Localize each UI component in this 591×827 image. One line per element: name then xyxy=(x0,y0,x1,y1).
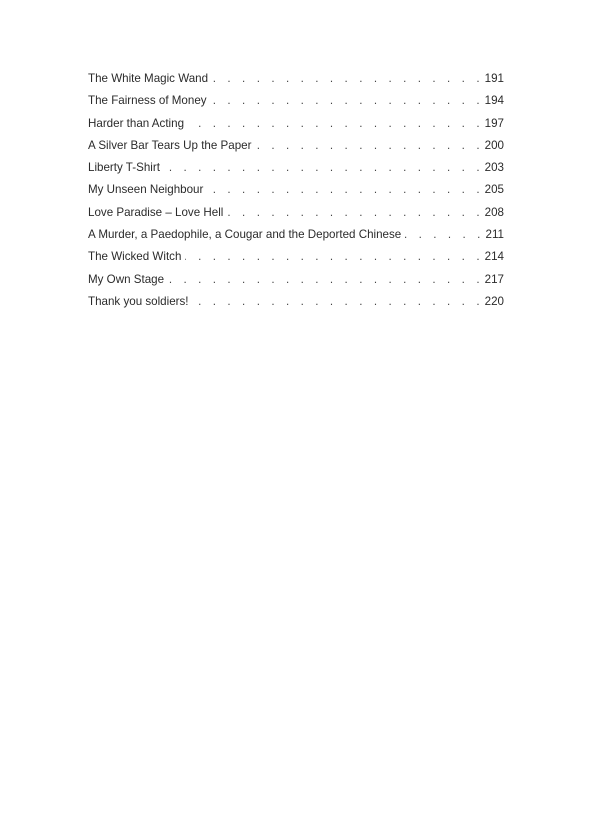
toc-dot-leader xyxy=(405,226,484,244)
toc-entry[interactable] xyxy=(88,181,504,203)
toc-entry-title: My Own Stage xyxy=(88,272,165,286)
toc-page-number: 211 xyxy=(485,228,504,242)
toc-entry-title: Love Paradise – Love Hell xyxy=(88,205,224,219)
toc-dot-leader xyxy=(212,70,484,88)
toc-entry-title: The Wicked Witch xyxy=(88,250,182,264)
toc-entry-title: Liberty T-Shirt xyxy=(88,161,160,175)
toc-entry[interactable] xyxy=(88,159,504,181)
toc-page-number: 220 xyxy=(484,294,504,308)
toc-entry[interactable] xyxy=(88,92,504,114)
toc-entry-title: Thank you soldiers! xyxy=(88,294,189,308)
toc-entry[interactable] xyxy=(88,204,504,226)
toc-page-number: 200 xyxy=(484,138,504,152)
toc-entry-title: My Unseen Neighbour xyxy=(88,183,204,197)
toc-page-number: 208 xyxy=(484,205,504,219)
toc-entry[interactable] xyxy=(88,137,504,159)
toc-dot-leader xyxy=(255,137,483,155)
toc-dot-leader xyxy=(193,293,484,311)
toc-dot-leader xyxy=(207,181,483,199)
toc-dot-leader xyxy=(227,204,483,222)
toc-page-number: 205 xyxy=(484,183,504,197)
toc-entry[interactable] xyxy=(88,271,504,293)
toc-dot-leader xyxy=(168,271,484,289)
toc-entry-title: The Fairness of Money xyxy=(88,94,207,108)
table-of-contents xyxy=(88,70,504,315)
toc-entry-title: A Murder, a Paedophile, a Cougar and the Deported Chinese xyxy=(88,228,402,242)
toc-dot-leader xyxy=(188,115,484,133)
toc-entry-title: A Silver Bar Tears Up the Paper xyxy=(88,138,252,152)
toc-entry[interactable] xyxy=(88,293,504,315)
toc-page-number: 197 xyxy=(484,116,504,130)
toc-entry[interactable] xyxy=(88,248,504,270)
toc-entry[interactable] xyxy=(88,115,504,137)
toc-entry[interactable] xyxy=(88,226,504,248)
toc-page-number: 203 xyxy=(484,161,504,175)
toc-entry-title: The White Magic Wand xyxy=(88,72,209,85)
toc-entry-title: Harder than Acting xyxy=(88,116,185,130)
toc-page-number: 217 xyxy=(484,272,504,286)
toc-page-number: 194 xyxy=(484,94,504,108)
toc-page-number: 191 xyxy=(484,72,504,85)
toc-entry[interactable] xyxy=(88,70,504,92)
toc-page-number: 214 xyxy=(484,250,504,264)
toc-dot-leader xyxy=(164,159,484,177)
toc-dot-leader xyxy=(211,92,484,110)
toc-dot-leader xyxy=(185,248,483,266)
